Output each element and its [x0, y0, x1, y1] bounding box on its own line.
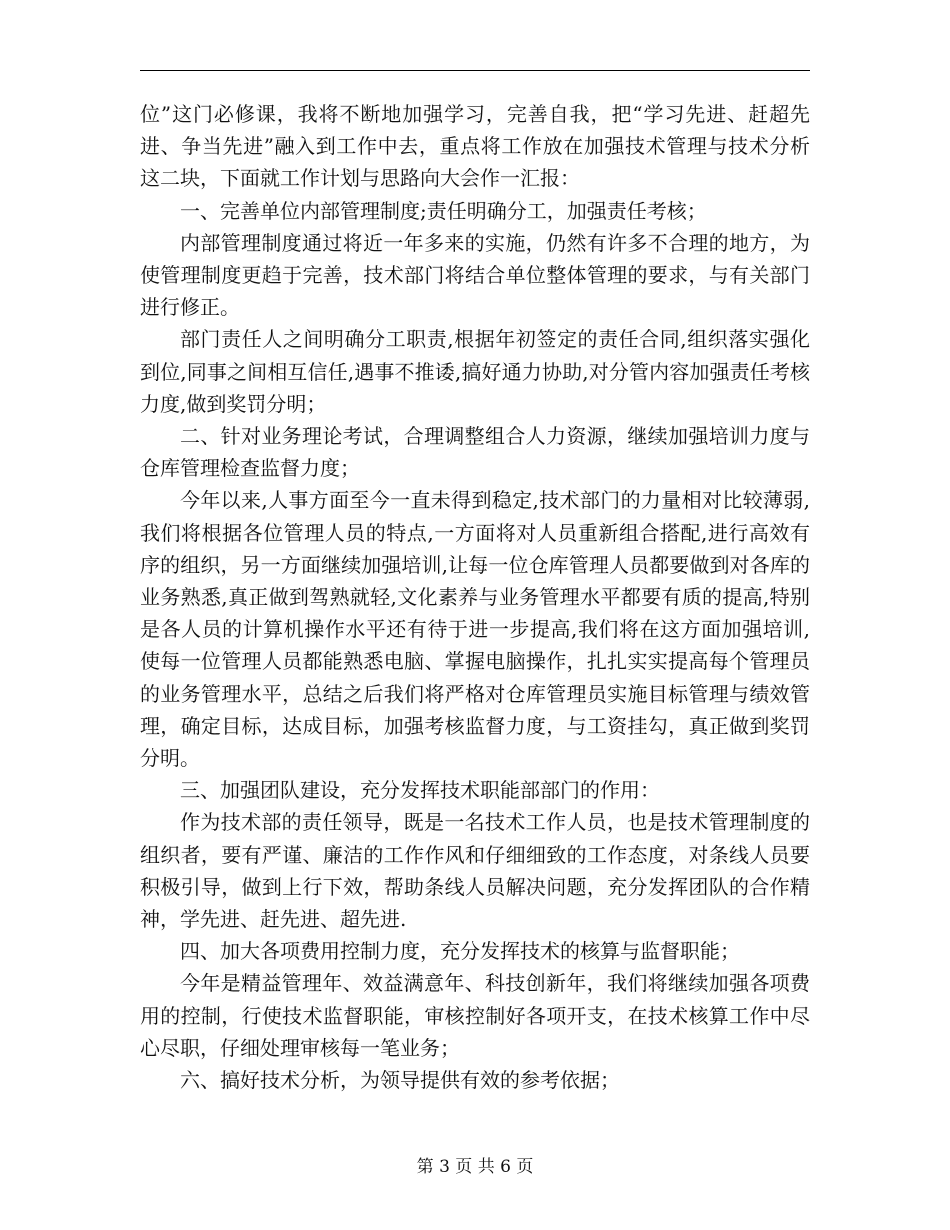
- paragraph: 今年是精益管理年、效益满意年、科技创新年，我们将继续加强各项费用的控制，行使技术监督职能，审核控制好各项开支，在技术核算工作中尽心尽职，仔细处理审核每一笔业务；: [140, 971, 810, 1060]
- paragraph: 今年以来,人事方面至今一直未得到稳定,技术部门的力量相对比较薄弱,我们将根据各位管理人员的特点,一方面将对人员重新组合搭配,进行高效有序的组织，另一方面继续加强培训,让每一位仓库管理人员都要做到对各库的业务熟悉,真正做到驾熟就轻,文化素养与业务管理水平都要有质的提高,特别是各人员的计算机操作水平还有待于进一步提高,我们将在这方面加强培训,使每一位管理人员都能熟悉电脑、掌握电脑操作，扎扎实实提高每个管理员的业务管理水平，总结之后我们将严格对仓库管理员实施目标管理与绩效管理，确定目标，达成目标，加强考核监督力度，与工资挂勾，真正做到奖罚分明。: [140, 488, 810, 771]
- paragraph: 一、完善单位内部管理制度;责任明确分工，加强责任考核；: [180, 198, 707, 223]
- paragraph: 位”这门必修课，我将不断地加强学习，完善自我，把“学习先进、赶超先进、争当先进”融入到工作中去，重点将工作放在加强技术管理与技术分析这二块，下面就工作计划与思路向大会作一汇报：: [140, 102, 810, 191]
- paragraph: 内部管理制度通过将近一年多来的实施，仍然有许多不合理的地方，为使管理制度更趋于完善，技术部门将结合单位整体管理的要求，与有关部门进行修正。: [140, 230, 810, 320]
- body-text: [140, 98, 810, 1096]
- paragraph: 六、搞好技术分析，为领导提供有效的参考依据；: [180, 1068, 620, 1093]
- paragraph: 作为技术部的责任领导，既是一名技术工作人员，也是技术管理制度的组织者，要有严谨、廉洁的工作作风和仔细细致的工作态度，对条线人员要积极引导，做到上行下效，帮助条线人员解决问题，充分发挥团队的合作精神，学先进、赶先进、超先进.: [140, 810, 810, 932]
- header-rule: [140, 70, 810, 71]
- paragraph: 三、加强团队建设，充分发挥技术职能部部门的作用：: [180, 778, 660, 803]
- page-number: 第 3 页 共 6 页: [416, 1157, 534, 1177]
- paragraph: 四、加大各项费用控制力度，充分发挥技术的核算与监督职能；: [180, 939, 740, 964]
- paragraph: 二、针对业务理论考试，合理调整组合人力资源，继续加强培训力度与仓库管理检查监督力度；: [140, 424, 810, 481]
- paragraph: 部门责任人之间明确分工职责,根据年初签定的责任合同,组织落实强化到位,同事之间相互信任,遇事不推诿,搞好通力协助,对分管内容加强责任考核力度,做到奖罚分明；: [140, 327, 810, 416]
